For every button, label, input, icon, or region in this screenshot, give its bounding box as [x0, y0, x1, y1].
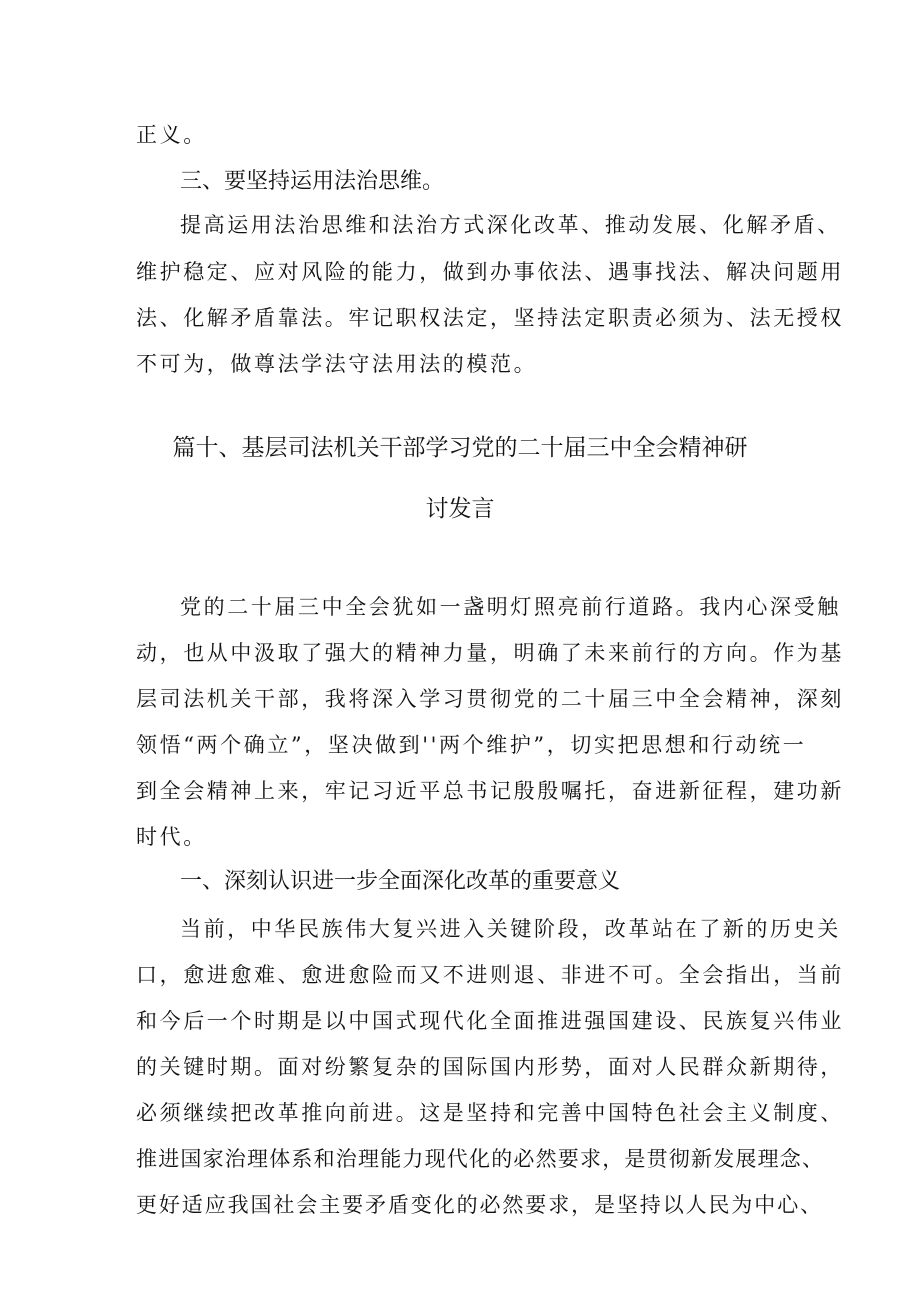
paragraph-line: 动，也从中汲取了强大的精神力量，明确了未来前行的方向。作为基	[136, 641, 844, 665]
paragraph-line: 层司法机关干部，我将深入学习贯彻党的二十届三中全会精神，深刻	[136, 687, 844, 711]
paragraph-line: 维护稳定、应对风险的能力，做到办事依法、遇事找法、解决问题用	[136, 260, 844, 284]
paragraph-line: 必须继续把改革推向前进。这是坚持和完善中国特色社会主义制度、	[136, 1101, 844, 1125]
paragraph-line: 当前，中华民族伟大复兴进入关键阶段，改革站在了新的历史关	[180, 917, 841, 941]
paragraph-line: 到全会精神上来，牢记习近平总书记殷殷嘱托，奋进新征程，建功新	[136, 779, 844, 803]
section-heading-1: 一、深刻认识进一步全面深化改革的重要意义	[180, 869, 621, 894]
paragraph-line: 时代。	[136, 825, 207, 849]
paragraph-line: 的关键时期。面对纷繁复杂的国际国内形势，面对人民群众新期待，	[136, 1055, 844, 1079]
paragraph-line: 口，愈进愈难、愈进愈险而又不进则退、非进不可。全会指出，当前	[136, 963, 844, 987]
article-title-line-2: 讨发言	[425, 496, 495, 522]
paragraph-line: 更好适应我国社会主要矛盾变化的必然要求，是坚持以人民为中心、	[136, 1193, 823, 1217]
paragraph-line: 提高运用法治思维和法治方式深化改革、推动发展、化解矛盾、	[180, 213, 841, 237]
paragraph-line: 推进国家治理体系和治理能力现代化的必然要求，是贯彻新发展理念、	[136, 1147, 825, 1171]
article-title-line-1: 篇十、基层司法机关干部学习党的二十届三中全会精神研	[172, 435, 748, 461]
paragraph-line: 领悟“两个确立”，坚决做到''两个维护”，切实把思想和行动统一	[136, 733, 807, 757]
paragraph-line: 法、化解矛盾靠法。牢记职权法定，坚持法定职责必须为、法无授权	[136, 306, 844, 330]
section-heading-3: 三、要坚持运用法治思维。	[180, 169, 445, 194]
paragraph-tail-line: 正义。	[136, 123, 207, 147]
paragraph-line: 不可为，做尊法学法守法用法的模范。	[136, 352, 538, 376]
paragraph-line: 和今后一个时期是以中国式现代化全面推进强国建设、民族复兴伟业	[136, 1009, 844, 1033]
paragraph-line: 党的二十届三中全会犹如一盏明灯照亮前行道路。我内心深受触	[180, 595, 841, 619]
